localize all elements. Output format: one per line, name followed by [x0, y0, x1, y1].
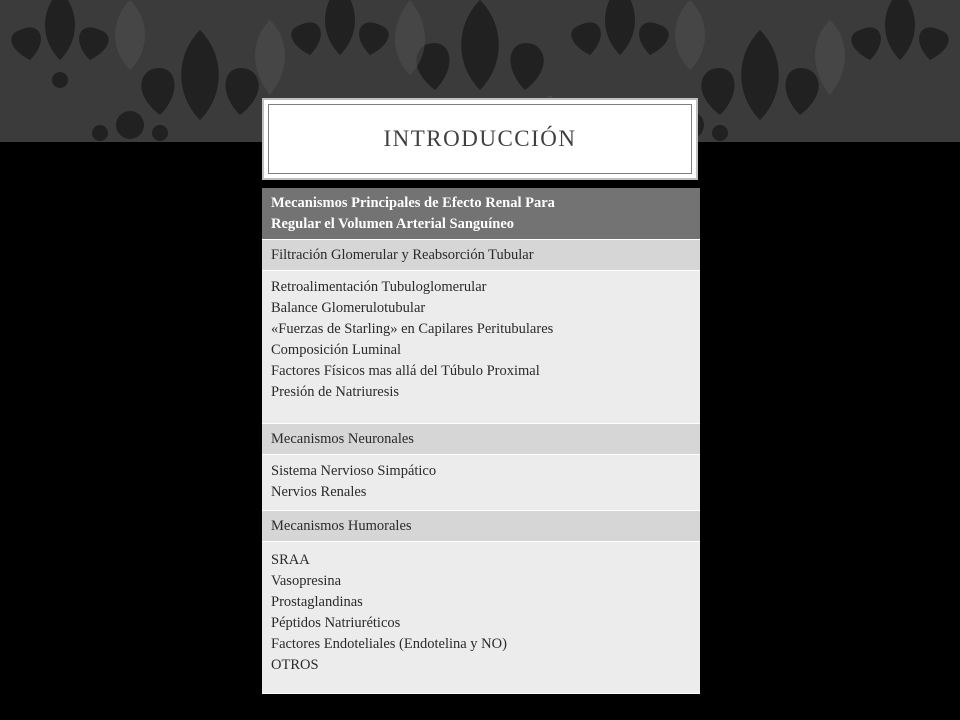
list-item: Sistema Nervioso Simpático	[271, 463, 437, 479]
list-item: Vasopresina	[271, 573, 342, 589]
list-item: Balance Glomerulotubular	[271, 300, 426, 316]
list-item: SRAA	[271, 552, 310, 568]
mechanisms-table	[262, 188, 700, 694]
list-item: Presión de Natriuresis	[271, 384, 400, 400]
list-item: Retroalimentación Tubuloglomerular	[271, 279, 487, 295]
title-inner-frame	[268, 104, 692, 174]
slide-title: INTRODUCCIÓN	[383, 126, 577, 151]
list-item: Péptidos Natriuréticos	[271, 615, 401, 631]
section-heading-neuronal	[262, 424, 700, 455]
section-heading-text: Mecanismos Neuronales	[271, 431, 414, 447]
list-item: OTROS	[271, 657, 319, 673]
table-header-line: Mecanismos Principales de Efecto Renal Para	[271, 195, 555, 211]
table-header-line: Regular el Volumen Arterial Sanguíneo	[271, 216, 515, 232]
list-item: Nervios Renales	[271, 484, 367, 500]
section-heading-text: Filtración Glomerular y Reabsorción Tubular	[271, 247, 534, 263]
list-item: Prostaglandinas	[271, 594, 363, 610]
list-item: «Fuerzas de Starling» en Capilares Peritubulares	[271, 321, 554, 337]
section-heading-filtration	[262, 240, 700, 271]
list-item: Factores Físicos mas allá del Túbulo Proximal	[271, 363, 540, 379]
title-box	[262, 98, 698, 180]
section-items-filtration	[262, 271, 700, 424]
section-items-humoral	[262, 542, 700, 694]
section-heading-text: Mecanismos Humorales	[271, 518, 412, 534]
section-items-neuronal	[262, 455, 700, 511]
list-item: Composición Luminal	[271, 342, 402, 358]
section-heading-humoral	[262, 511, 700, 542]
table-header	[262, 188, 700, 240]
list-item: Factores Endoteliales (Endotelina y NO)	[271, 636, 507, 652]
